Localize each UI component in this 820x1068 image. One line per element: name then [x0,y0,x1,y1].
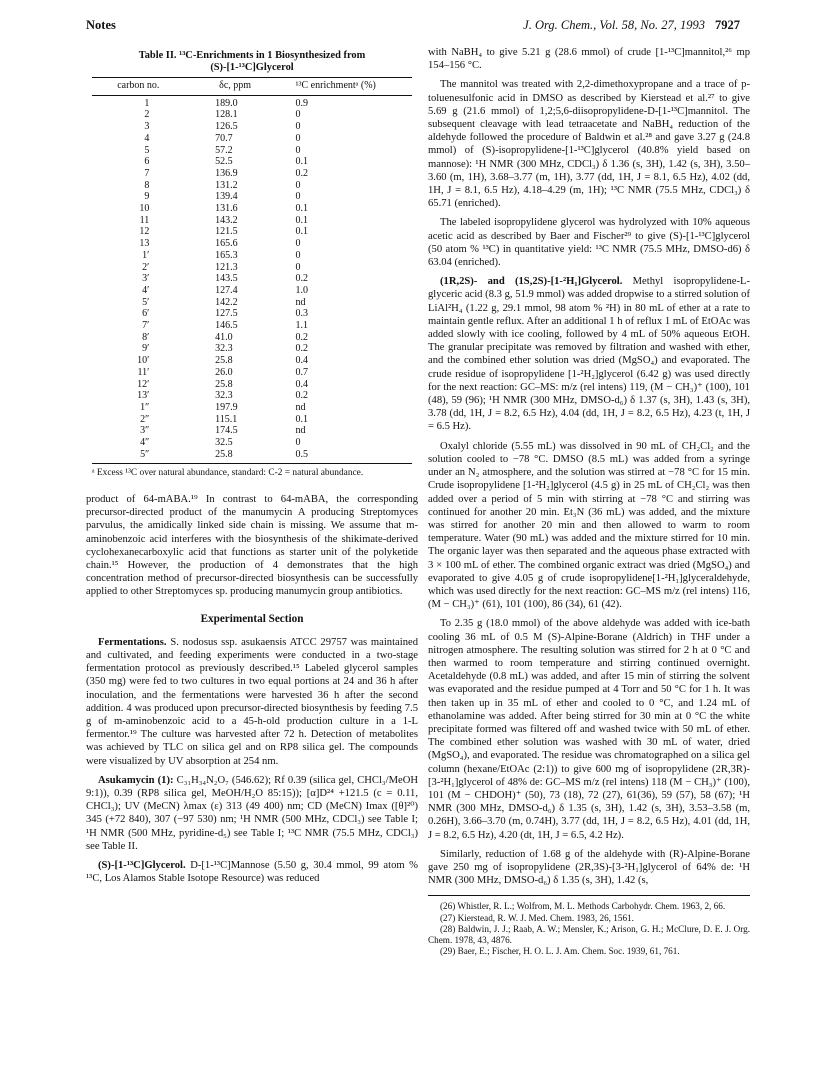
cell-shift: 52.5 [215,156,233,168]
cell-enrichment: 0 [295,132,301,144]
cell-carbon-no-wrap [92,285,185,297]
cell-shift-wrap [185,343,286,355]
cell-shift: 25.8 [215,355,233,367]
cell-carbon-no: 5 [144,144,150,156]
cell-carbon-no: 12 [139,226,150,238]
cell-shift-wrap [185,332,286,344]
cell-enrichment: 0 [295,179,301,191]
cell-shift-wrap [185,145,286,157]
cell-enrichment: 0 [295,191,301,203]
cell-carbon-no: 12′ [137,378,150,390]
table-row [92,191,412,203]
paragraph-deuterated-glycerol [428,275,750,433]
cell-shift-wrap [185,273,286,285]
cell-shift-wrap [185,226,286,238]
paragraph-text: S. nodosus ssp. asukaensis ATCC 29757 was maintained and cultivated, and feeding experiments were conducted in a two-stage fermentation protocol as previously described.¹⁵ Labeled glycerol samples (350 mg) were fed to two cultures in two equal portions at 24 and 36 h after inoculation, and the fermentations were harvested 36 h after the second addition. 4 was produced upon precursor-directed biosynthesis by feeding 7.5 g of m-aminobenzoic acid to a 45-h-old production culture in a 1-L fermentor.¹⁹ The culture was harvested after 72 h. Detection of metabolites was achieved by TLC on silica gel and on RP8 silica gel. The compounds were visualized by UV absorption at 254 nm. [86,636,418,767]
paragraph-discussion: product of 64-mABA.¹⁹ In contrast to 64-mABA, the corresponding precursor-directed product of the manumycin A producing Streptomyces parvulus, the amidically linked side chain is missing. We assume that m-aminobenzoic acid interferes with the biosynthesis of the shikimate-derived cyclohexanecarboxylic acid that functions as starter unit of the polyketide chain.¹⁵ However, the production of 4 demonstrates that the high concentration method of precursor-directed biosynthesis can be successfully applied to other Streptomyces sp. producing manumycin group antibiotics. [86,494,418,598]
table-title: Table II. ¹³C-Enrichments in 1 Biosynthesized from [138,50,366,61]
cell-shift-wrap [185,262,286,274]
table-row [92,285,412,297]
cell-carbon-no-wrap [92,437,185,449]
cell-shift: 115.1 [215,413,238,425]
cell-shift-wrap [185,168,286,180]
paragraph-fermentations [86,636,418,768]
right-column [428,46,750,957]
cell-enrichment: 0.2 [295,273,309,285]
cell-carbon-no-wrap [92,308,185,320]
cell-enrichment: 1.0 [295,284,309,296]
cell-shift: 165.3 [215,249,238,261]
cell-carbon-no: 8 [144,179,150,191]
cell-carbon-no-wrap [92,390,185,402]
cell-shift: 128.1 [215,109,238,121]
cell-carbon-no-wrap [92,320,185,332]
table-row [92,320,412,332]
table-row [92,437,412,449]
cell-shift-wrap [185,191,286,203]
table-row [92,145,412,157]
cell-enrichment: 0 [295,238,301,250]
section-label: Notes [86,18,116,32]
cell-enrichment: 0 [295,249,301,261]
paragraph-oxidation: Oxalyl chloride (5.55 mL) was dissolved in 90 mL of CH₂Cl₂ and the solution cooled to −78 °C. DMSO (8.5 mL) was added from a syringe under an N₂ atmosphere, and the solution was stirred at −78 °C for 15 min. Crude isopropylidene [1-²H₂]glycerol (4.5 g) in 25 mL of CH₂Cl₂ was then added over a period of 5 min with stirring at −78 °C and stirring was continued for another 20 min. Et₃N (36 mL) was added, and the mixture was stirred for another 20 min and then allowed to warm to room temperature. Water (90 mL) was added and the mixture stirred for 10 min. The organic layer was then separated and the aqueous phase extracted with 3 × 100 mL of ether. The combined organic extract was dried (MgSO₄) and evaporated to give 4.05 g of crude isopropylidene[1-²H₁]glyceraldehyde, which was used directly for the next reaction: GC–MS m/z (rel intens) 116, (M − CH₃)⁺ (61), 101 (100), 86 (34), 61 (42). [428,440,750,611]
cell-shift-wrap [185,238,286,250]
cell-carbon-no: 1′ [142,249,150,261]
cell-carbon-no: 3″ [140,425,150,437]
table-row [92,133,412,145]
table-row [92,414,412,426]
cell-carbon-no-wrap [92,297,185,309]
cell-carbon-no-wrap [92,215,185,227]
cell-enrichment: nd [295,296,306,308]
table-row [92,273,412,285]
cell-carbon-no: 13 [139,238,150,250]
cell-shift: 127.5 [215,308,238,320]
left-column [86,46,418,891]
cell-shift: 143.5 [215,273,238,285]
cell-shift-wrap [185,414,286,426]
cell-carbon-no-wrap [92,121,185,133]
cell-carbon-no-wrap [92,343,185,355]
cell-carbon-no-wrap [92,95,185,109]
cell-shift-wrap [185,379,286,391]
cell-shift: 131.6 [215,203,238,215]
cell-carbon-no: 5′ [142,296,150,308]
cell-enrichment: 1.1 [295,320,309,332]
cell-enrichment: 0.1 [295,226,309,238]
cell-carbon-no-wrap [92,133,185,145]
run-in-heading: Fermentations. [98,636,167,648]
table-row [92,226,412,238]
cell-carbon-no: 10′ [137,355,150,367]
cell-carbon-no-wrap [92,355,185,367]
table-row [92,180,412,192]
paragraph-asukamycin [86,774,418,853]
table-row [92,390,412,402]
table-row [92,215,412,227]
cell-enrichment: 0 [295,261,301,273]
run-in-heading: (1R,2S)- and (1S,2S)-[1-²H₁]Glycerol. [440,276,623,288]
cell-shift: 131.2 [215,179,238,191]
cell-shift-wrap [185,180,286,192]
cell-carbon-no: 3 [144,121,150,133]
table-row [92,250,412,262]
cell-carbon-no: 13′ [137,390,150,402]
cell-shift-wrap [185,308,286,320]
table-body [92,95,412,463]
cell-shift-wrap [185,297,286,309]
cell-shift-wrap [185,156,286,168]
cell-carbon-no-wrap [92,332,185,344]
journal-name: J. Org. Chem., Vol. 58, No. 27, 1993 [523,18,705,32]
cell-shift-wrap [185,367,286,379]
header-carbon-no: carbon no. [92,78,185,96]
table-row [92,156,412,168]
cell-carbon-no: 2′ [142,261,150,273]
paragraph-mannitol: with NaBH₄ to give 5.21 g (28.6 mmol) of crude [1-¹³C]mannitol,²⁶ mp 154–156 °C. [428,47,750,72]
page-number: 7927 [715,18,740,32]
cell-carbon-no-wrap [92,273,185,285]
paragraph-alpine-borane: To 2.35 g (18.0 mmol) of the above aldehyde was added with ice-bath cooling 36 mL of 0.5 M (S)-Alpine-Borane (Aldrich) in THF under a nitrogen atmosphere. The resulting solution was stirred for 2 h at 0 °C and then warmed to room temperature and stirring continued overnight. Acetaldehyde (0.8 mL) was added, and after 15 min of stirring the solvent was evaporated and the residue pumped at 4 Torr and 50 °C for 1 h. It was then taken up in 35 mL of ether and cooled to 0 °C, and 1.24 mL of ethanolamine was added. After being stirred for 30 min at 0 °C the white precipitate formed was filtered off and washed twice with 50 mL of ether. The combined ether solution was washed with 30 mL of water, dried (MgSO₄), and evaporated. The residue was chromatographed on a silica gel column (hexane/EtOAc (2:1)) to give 600 mg of isopropylidene (2R,3R)-[3-²H₁]glycerol of 48% de: GC–MS m/z (rel intens) 118 (M − CH₃)⁺ (100), 101 (M − CHDOH)⁺ (50), 73 (18), 72 (27), 61(36), 59 (57), 58 (67); ¹H NMR (300 MHz, DMSO-d₆) δ 1.35 (s, 3H), 1.42 (s, 3H), 3.53–3.58 (m, 0.26H), 3.66–3.70 (m, 0.74H), 3.77 (dd, 1H, J = 8.2, 6.5 Hz), 4.01 (dd, 1H, J = 8.2, 6.5 Hz), 4.20 (dt, 1H, J = 6.5, 4.2 Hz). [428,618,750,841]
table-row [92,238,412,250]
cell-carbon-no: 4′ [142,284,150,296]
paragraph-text: Methyl isopropylidene-L-glyceric acid (8.3 g, 51.9 mmol) was added dropwise to a stirred solution of LiAl²H₄ (1.22 g, 29.1 mmol, 98 atom % ²H) in 80 mL of ether at a rate to maintain gentle reflux. After an additional 1 h of reflux 1 mL of EtOAc was added slowly with ice cooling, followed by 4 mL of 50% aqueous EtOH. The granular precipitate was removed by filtration and washed with ether, and the combined ether solution was dried (MgSO₄) and evaporated. The crude residue of isopropylidene [1-²H₂]glycerol (6.42 g) was used directly for the next reaction: GC–MS: m/z (rel intens) 119, (M − CH₃)⁺ (100), 101 (48), 59 (96); ¹H NMR (300 MHz, DMSO-d₆) δ 1.37 (s, 3H), 1.43 (s, 3H), 3.78 (dd, 1H, J = 8.2, 6.5 Hz), 4.04 (dd, 1H, J = 8.2, 6.5 Hz), 4.23 (t, 1H, J = 6.5 Hz). [428,276,750,433]
cell-shift-wrap [185,203,286,215]
cell-enrichment: 0.1 [295,203,309,215]
cell-carbon-no: 2 [144,109,150,121]
table-row [92,343,412,355]
cell-carbon-no-wrap [92,191,185,203]
cell-carbon-no: 4 [144,132,150,144]
cell-shift: 26.0 [215,366,233,378]
cell-shift-wrap [185,121,286,133]
cell-carbon-no-wrap [92,145,185,157]
cell-carbon-no: 6 [144,156,150,168]
cell-shift-wrap [185,215,286,227]
cell-carbon-no-wrap [92,425,185,437]
cell-enrichment: 0 [295,437,301,449]
journal-citation [523,18,740,33]
cell-shift: 139.4 [215,191,238,203]
run-in-heading: (S)-[1-¹³C]Glycerol. [98,860,186,872]
cell-shift: 121.3 [215,261,238,273]
cell-shift: 126.5 [215,121,238,133]
references [428,895,750,957]
cell-carbon-no-wrap [92,367,185,379]
enrichment-table [92,77,412,464]
cell-carbon-no-wrap [92,414,185,426]
section-heading: Experimental Section [200,612,304,625]
table-row [92,332,412,344]
cell-shift-wrap [185,437,286,449]
cell-shift: 143.2 [215,214,238,226]
cell-enrichment: 0.2 [295,331,309,343]
cell-shift: 136.9 [215,167,238,179]
cell-shift: 25.8 [215,378,233,390]
cell-carbon-no-wrap [92,109,185,121]
cell-enrichment: 0.7 [295,366,309,378]
cell-enrichment: 0.2 [295,167,309,179]
cell-carbon-no: 6′ [142,308,150,320]
cell-carbon-no-wrap [92,379,185,391]
cell-carbon-no: 1 [144,97,150,109]
cell-shift: 142.2 [215,296,238,308]
cell-shift: 32.3 [215,343,233,355]
cell-shift-wrap [185,449,286,463]
table-subtitle: (S)-[1-¹³C]Glycerol [210,62,294,73]
table-row [92,262,412,274]
cell-carbon-no: 8′ [142,331,150,343]
cell-enrichment: nd [295,425,306,437]
cell-shift: 57.2 [215,144,233,156]
paragraph-isopropylidene: The mannitol was treated with 2,2-dimethoxypropane and a trace of p-toluenesulfonic acid in DMSO as described by Kierstead et al.²⁷ to give 5.69 g (21.6 mmol) of 1,2;5,6-diisopropylidene-D-[1-¹³C]mannitol. The subsequent cleavage with lead tetraacetate and NaBH₄ reduction of the aldehyde followed the procedure of Baldwin et al.²⁸ and gave 3.27 g (24.8 mmol) of (S)-isopropylidene-[1-¹³C]glycerol (40.8% yield based on mannose): ¹H NMR (300 MHz, CDCl₃) δ 1.36 (s, 3H), 1.42 (s, 3H), 3.50–3.60 (m, 1H), 3.68–3.77 (m, 1H), 3.77 (dd, 1H, J = 8.1, 6.5 Hz), 4.02 (dd, 1H, J = 8.1, 6.5 Hz), 4.18–4.29 (m, 1H); ¹³C NMR (75.5 MHz, CDCl₃) δ 65.71 (enriched). [428,79,750,210]
cell-carbon-no-wrap [92,402,185,414]
table-row [92,449,412,463]
cell-carbon-no-wrap [92,180,185,192]
cell-enrichment: 0.1 [295,156,309,168]
cell-shift: 121.5 [215,226,238,238]
cell-shift: 146.5 [215,320,238,332]
cell-carbon-no-wrap [92,168,185,180]
table-row [92,425,412,437]
cell-carbon-no-wrap [92,156,185,168]
table-row [92,297,412,309]
run-in-heading: Asukamycin (1): [98,774,174,786]
cell-enrichment: 0 [295,144,301,156]
cell-shift-wrap [185,133,286,145]
cell-shift-wrap [185,250,286,262]
paragraph-text: D-[1-¹³C]Mannose (5.50 g, 30.4 mmol, 99 atom % ¹³C, Los Alamos Stable Isotope Resource) was reduced [86,860,418,885]
cell-carbon-no: 7′ [142,320,150,332]
cell-shift: 127.4 [215,284,238,296]
cell-carbon-no: 9 [144,191,150,203]
reference-item: (27) Kierstead, R. W. J. Med. Chem. 1983, 26, 1561. [440,912,634,923]
cell-shift-wrap [185,390,286,402]
table-caption [86,50,418,74]
cell-carbon-no: 2″ [140,413,150,425]
cell-enrichment: 0.2 [295,343,309,355]
table-row [92,203,412,215]
cell-carbon-no: 11 [139,214,150,226]
paragraph-text: C₃₁H₃₄N₂O₇ (546.62); Rf 0.39 (silica gel, CHCl₃/MeOH 9:1)), 0.39 (RP8 silica gel, MeOH/H₂O 85:15)); [α]D²⁴ +121.5 (c = 0.11, CHCl₃); UV (MeCN) λmax (ε) 313 (49 400) nm; CD (MeCN) Imax ([θ]²⁰) 345 (+72 840), 307 (−97 530) nm; ¹H NMR (500 MHz, CDCl₃) see Table I; ¹H NMR (500 MHz, pyridine-d₅) see Table I; ¹³C NMR (75.5 MHz, CDCl₃) see Table II. [86,774,418,852]
cell-carbon-no-wrap [92,226,185,238]
cell-carbon-no-wrap [92,250,185,262]
cell-shift: 165.6 [215,238,238,250]
cell-carbon-no: 9′ [142,343,150,355]
cell-shift-wrap [185,355,286,367]
cell-shift-wrap [185,425,286,437]
cell-carbon-no: 1″ [140,401,150,413]
cell-carbon-no: 7 [144,167,150,179]
table-header-row [92,78,412,96]
cell-enrichment: 0.1 [295,413,309,425]
cell-shift-wrap [185,109,286,121]
paragraph-hydrolysis: The labeled isopropylidene glycerol was hydrolyzed with 10% aqueous acetic acid as described by Baer and Fischer²⁹ to give (S)-[1-¹³C]glycerol (50 atom % ¹³C) in quantitative yield: ¹³C NMR (75.5 MHz, DMSO-d6) δ 63.04 (enriched). [428,217,750,269]
cell-shift: 174.5 [215,425,238,437]
cell-shift: 32.3 [215,390,233,402]
table-row [92,308,412,320]
cell-shift: 189.0 [215,97,238,109]
cell-enrichment: 0.4 [295,378,309,390]
table-row [92,367,412,379]
cell-shift: 70.7 [215,132,233,144]
cell-shift: 25.8 [215,448,233,460]
cell-enrichment: nd [295,401,306,413]
cell-carbon-no-wrap [92,203,185,215]
table-row [92,379,412,391]
cell-enrichment: 0.2 [295,390,309,402]
table-row [92,121,412,133]
cell-enrichment: 0.4 [295,355,309,367]
cell-enrichment: 0.3 [295,308,309,320]
running-head [86,18,740,34]
table-footnote: ᵃ Excess ¹³C over natural abundance, standard: C-2 = natural abundance. [92,467,364,478]
table-row [92,168,412,180]
table-row [92,355,412,367]
cell-shift-wrap [185,320,286,332]
header-enrichment: ¹³C enrichmentᵃ (%) [286,78,412,96]
table-row [92,109,412,121]
paragraph-similarly: Similarly, reduction of 1.68 g of the aldehyde with (R)-Alpine-Borane gave 250 mg of isopropylidene (2R,3S)-[3-²H₁]glycerol of 64% de: ¹H NMR (300 MHz, DMSO-d₆) δ 1.35 (s, 3H), 1.42 (s, [428,848,750,887]
cell-shift: 197.9 [215,401,238,413]
cell-enrichment: 0 [295,121,301,133]
cell-carbon-no-wrap [92,238,185,250]
cell-carbon-no: 4″ [140,437,150,449]
reference-item: (29) Baer, E.; Fischer, H. O. L. J. Am. Chem. Soc. 1939, 61, 761. [440,946,680,957]
cell-shift-wrap [185,95,286,109]
header-shift: δc, ppm [185,78,286,96]
table-row [92,95,412,109]
cell-enrichment: 0.1 [295,214,309,226]
cell-carbon-no: 10 [139,203,150,215]
reference-item: (28) Baldwin, J. J.; Raab, A. W.; Mensler, K.; Arison, G. H.; McClure, D. E. J. Org. Chem. 1978, 43, 4876. [428,923,750,945]
cell-carbon-no: 5″ [140,448,150,460]
cell-shift-wrap [185,402,286,414]
cell-carbon-no-wrap [92,449,185,463]
cell-enrichment: 0.5 [286,449,412,463]
cell-carbon-no-wrap [92,262,185,274]
cell-enrichment: 0 [295,109,301,121]
cell-shift-wrap [185,285,286,297]
cell-carbon-no: 3′ [142,273,150,285]
cell-shift: 32.5 [215,437,233,449]
cell-carbon-no: 11′ [137,366,150,378]
cell-enrichment: 0.9 [295,97,309,109]
paragraph-glycerol [86,859,418,885]
table-row [92,402,412,414]
cell-shift: 41.0 [215,331,233,343]
reference-item: (26) Whistler, R. L.; Wolfrom, M. L. Methods Carbohydr. Chem. 1963, 2, 66. [440,901,726,912]
